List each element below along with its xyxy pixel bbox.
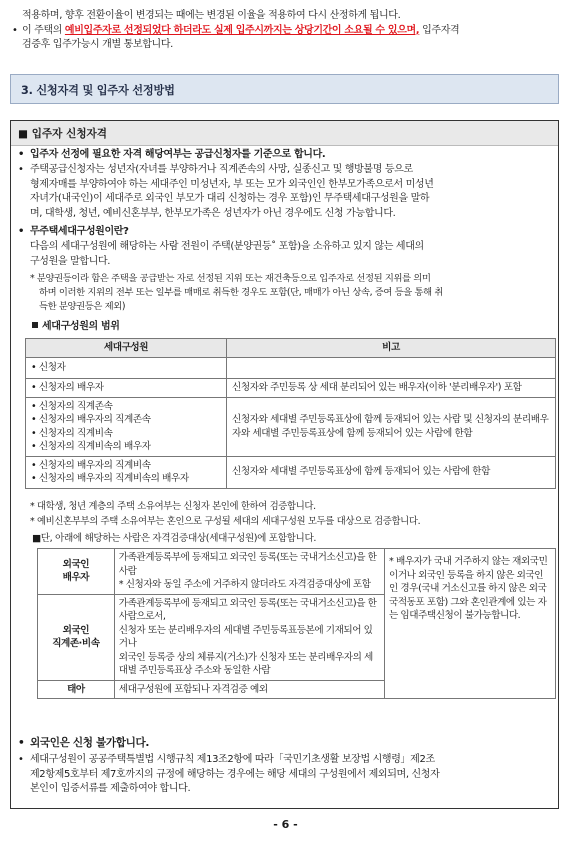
notes-verification: [30, 500, 558, 529]
col-header-note: 비고: [227, 339, 556, 358]
household-members-table: [25, 338, 556, 489]
bullet-homeless-household: • 무주택세대구성원이란?: [18, 226, 129, 237]
col-header-members: 세대구성원: [26, 339, 227, 358]
table-row: • 신청자의 배우자의 직계비속 • 신청자의 배우자의 직계비속의 배우자 신청자와 세대별 주민등록표상에 함께 등재되어 있는 사람에 한함: [26, 456, 556, 488]
box-header: [11, 121, 558, 146]
bullet-applicant-definition: • 주택공급신청자는 성년자(자녀를 부양하거나 직계존속의 사망, 실종신고 및 행방불명 등으로 형제자매를 부양하여야 하는 세대주인 미성년자, 부 또는 모가 외국인인 한부모가족으로서 미성년 자녀가(내국인)이 세대주로 외국인 부모가 대리 신청하는 경우 포함)인 무주택세대구성원을 말하 며, 대학생, 청년, 예비신혼부부, 한부모가족은 성년자가 아닌 경우에도 신청 가능합니다.: [18, 164, 434, 219]
homeless-household-desc: 다음의 세대구성원에 해당하는 사람 전원이 주택(분양권등˚ 포함)을 소유하고 있지 않는 세대의 구성원을 말합니다.: [30, 241, 424, 267]
top-line-2-pre: 이 주택의: [22, 24, 65, 36]
household-range-title: 세대구성원의 범위: [32, 320, 120, 335]
section-title: 3. 신청자격 및 입주자 선정방법: [21, 84, 175, 97]
table-row: 태아 세대구성원에 포함되나 자격검증 예외: [38, 680, 556, 699]
note-included: ■단, 아래에 해당하는 사람은 자격검증대상(세대구성원)에 포함합니다.: [32, 533, 317, 544]
top-text: [12, 9, 560, 53]
table-row: • 신청자: [26, 358, 556, 379]
page-number: - 6 -: [273, 818, 298, 831]
box-header-title: ■ 입주자 신청자격: [18, 128, 108, 140]
table-row: 외국인 직계존·비속 가족관계등록부에 등재되고 외국인 등록(또는 국내거소신고)을 한 사람으로서, 신청자 또는 분리배우자의 세대별 주민등록표등본에 기재되어 있거나 외국인 등록증 상의 체류지(거소)가 신청자 또는 분리배우자의 세대별 주민등록표상 주소와 동일한 사람: [38, 594, 556, 680]
top-line-2-post: 입주자격: [419, 24, 460, 36]
bullet-foreigners: • 외국인은 신청 불가합니다.: [18, 737, 150, 749]
note-student-youth: * 대학생, 청년 계층의 주택 소유여부는 신청자 본인에 한하여 검증합니다.: [30, 501, 316, 512]
foreign-note-cell: * 배우자가 국내 거주하지 않는 재외국민이거나 외국인 등록을 하지 않은 외국인인 경우(국내 거소신고를 하지 않은 외국국적동포 포함) 그와 혼인관계에 있는 자는 임대주택신청이 불가능합니다.: [385, 549, 556, 699]
foreign-members-table: [37, 548, 556, 699]
top-line-1: 적용하며, 향후 전환이율이 변경되는 때에는 변경된 이율을 적용하여 다시 산정하게 됩니다.: [22, 10, 401, 21]
note-newlywed: * 예비신혼부부의 주택 소유여부는 혼인으로 구성될 세대의 세대구성원 모두를 대상으로 검증합니다.: [30, 515, 421, 527]
table-row: • 신청자의 배우자 신청자와 주민등록 상 세대 분리되어 있는 배우자(이하 '분리배우자') 포함: [26, 379, 556, 398]
bullet-applicant-basis: • 입주자 선정에 필요한 자격 해당여부는 공급신청자를 기준으로 합니다.: [18, 149, 326, 160]
top-bullet: • 이 주택의 예비입주자로 선정되었다 하더라도 실제 입주시까지는 상당기간이 소요될 수 있으며, 입주자격: [12, 24, 460, 36]
section-heading-bar: [10, 74, 559, 104]
table-header-row: [26, 339, 556, 358]
bullet-excluded-members: • 세대구성원이 공공주택특별법 시행규칙 제13조2항에 따라「국민기초생활 보장법 시행령」제2조 제2항제5호부터 제7호까지의 규정에 해당하는 경우에는 해당 세대의 구성원에서 제외되며, 신청자 본인이 입증서류를 제출하여야 합니다.: [18, 754, 440, 795]
table-row: 외국인 배우자 가족관계등록부에 등재되고 외국인 등록(또는 국내거소신고)을 한 사람 * 신청자와 동일 주소에 거주하지 않더라도 자격검증대상에 포함 * 배우자가 국내 거주하지 않는 재외국민이거나 외국인 등록을 하지 않은 외국인인 경우(국내 거소신고를 하지 않은 외국국적동포 포함) 그와 혼인관계에 있는 자는 임대주택신청이 불가능합니다.: [38, 549, 556, 595]
square-bullet-icon: [32, 322, 38, 328]
note-presale-rights: * 분양권등이라 함은 주택을 공급받는 자로 선정된 지위 또는 재건축등으로 입주자로 선정된 지위를 의미 하며 이러한 지위의 전부 또는 일부를 매매로 취득한 경우도 포함(단, 매매가 아닌 상속, 증여 등을 통해 취 득한 분양권등은 제외): [30, 273, 444, 312]
top-line-2-red: 예비입주자로 선정되었다 하더라도 실제 입주시까지는 상당기간이 소요될 수 있으며,: [64, 24, 420, 36]
table-row: • 신청자의 직계존속 • 신청자의 배우자의 직계존속 • 신청자의 직계비속 • 신청자의 직계비속의 배우자 신청자와 세대별 주민등록표상에 함께 등재되어 있는 사람 및 신청자의 분리배우자와 세대별 주민등록표상에 함께 등재되어 있는 사람에 한함: [26, 397, 556, 456]
top-line-3: 검증후 입주가능시 개별 통보합니다.: [22, 39, 173, 51]
